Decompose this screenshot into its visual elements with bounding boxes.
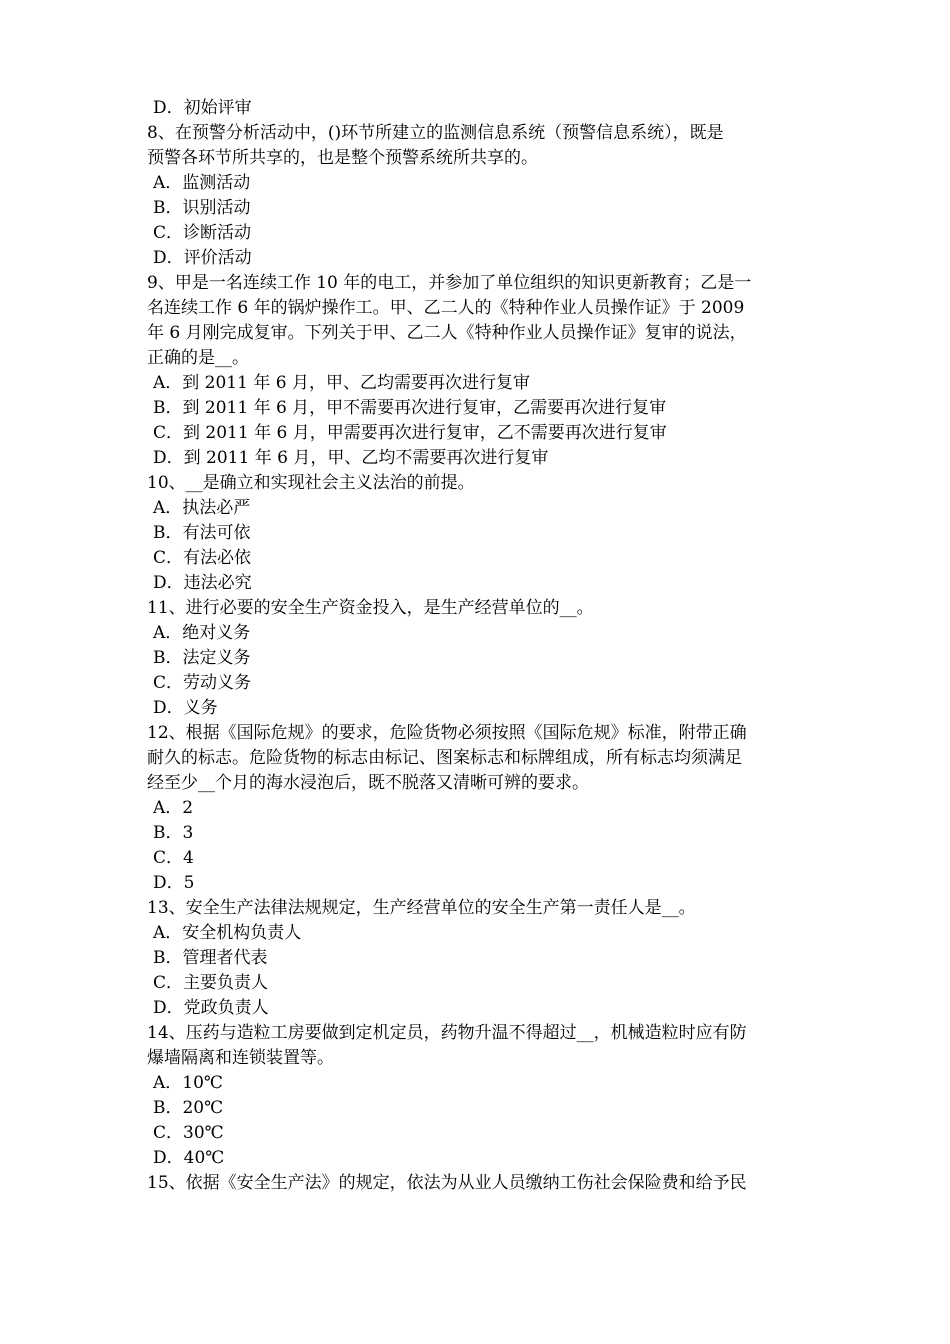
answer-option-line: D．40℃ [153, 1148, 225, 1168]
question-text-line: 经至少__个月的海水浸泡后，既不脱落又清晰可辨的要求。 [147, 773, 589, 793]
answer-option-line: C．4 [153, 848, 194, 868]
answer-option-line: D．5 [153, 873, 195, 893]
question-text-line: 9、甲是一名连续工作 10 年的电工，并参加了单位组织的知识更新教育；乙是一 [147, 273, 752, 293]
question-text-line: 名连续工作 6 年的锅炉操作工。甲、乙二人的《特种作业人员操作证》于 2009 [147, 298, 745, 318]
answer-option-line: D．初始评审 [153, 98, 252, 118]
question-text-line: 14、压药与造粒工房要做到定机定员，药物升温不得超过__，机械造粒时应有防 [147, 1023, 747, 1043]
answer-option-line: A．执法必严 [153, 498, 251, 518]
question-text-line: 正确的是__。 [147, 348, 249, 368]
answer-option-line: B．到 2011 年 6 月，甲不需要再次进行复审，乙需要再次进行复审 [153, 398, 667, 418]
answer-option-line: D．义务 [153, 698, 218, 718]
answer-option-line: C．劳动义务 [153, 673, 252, 693]
answer-option-line: D．评价活动 [153, 248, 252, 268]
answer-option-line: D．违法必究 [153, 573, 252, 593]
answer-option-line: C．到 2011 年 6 月，甲需要再次进行复审，乙不需要再次进行复审 [153, 423, 667, 443]
answer-option-line: B．3 [153, 823, 194, 843]
answer-option-line: C．30℃ [153, 1123, 224, 1143]
answer-option-line: D．党政负责人 [153, 998, 269, 1018]
question-text-line: 12、根据《国际危规》的要求，危险货物必须按照《国际危规》标准，附带正确 [147, 723, 747, 743]
question-text-line: 13、安全生产法律法规规定，生产经营单位的安全生产第一责任人是__。 [147, 898, 696, 918]
answer-option-line: C．有法必依 [153, 548, 252, 568]
question-text-line: 年 6 月刚完成复审。下列关于甲、乙二人《特种作业人员操作证》复审的说法， [147, 323, 747, 343]
answer-option-line: A．2 [153, 798, 194, 818]
answer-option-line: B．20℃ [153, 1098, 224, 1118]
answer-option-line: C．诊断活动 [153, 223, 252, 243]
answer-option-line: B．识别活动 [153, 198, 251, 218]
question-text-line: 耐久的标志。危险货物的标志由标记、图案标志和标牌组成，所有标志均须满足 [147, 748, 742, 768]
answer-option-line: D．到 2011 年 6 月，甲、乙均不需要再次进行复审 [153, 448, 549, 468]
question-text-line: 11、进行必要的安全生产资金投入，是生产经营单位的__。 [147, 598, 594, 618]
question-text-line: 预警各环节所共享的，也是整个预警系统所共享的。 [147, 148, 538, 168]
answer-option-line: A．10℃ [153, 1073, 223, 1093]
question-text-line: 10、__是确立和实现社会主义法治的前提。 [147, 473, 475, 493]
question-text-line: 15、依据《安全生产法》的规定，依法为从业人员缴纳工伤社会保险费和给予民 [147, 1173, 747, 1193]
answer-option-line: B．有法可依 [153, 523, 251, 543]
answer-option-line: A．到 2011 年 6 月，甲、乙均需要再次进行复审 [153, 373, 530, 393]
answer-option-line: C．主要负责人 [153, 973, 269, 993]
answer-option-line: A．安全机构负责人 [153, 923, 302, 943]
answer-option-line: B．管理者代表 [153, 948, 268, 968]
answer-option-line: A．监测活动 [153, 173, 251, 193]
question-text-line: 爆墙隔离和连锁装置等。 [147, 1048, 334, 1068]
question-text-line: 8、在预警分析活动中，()环节所建立的监测信息系统（预警信息系统），既是 [147, 123, 724, 143]
answer-option-line: A．绝对义务 [153, 623, 251, 643]
document-page [147, 96, 812, 1196]
answer-option-line: B．法定义务 [153, 648, 251, 668]
